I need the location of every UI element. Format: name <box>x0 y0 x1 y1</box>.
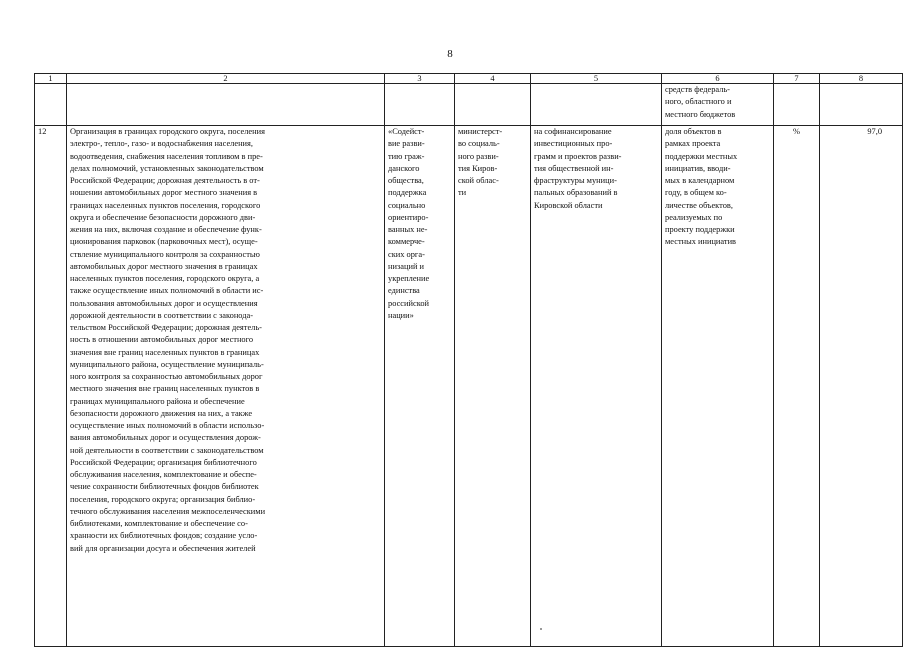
text-line: социально <box>388 200 426 210</box>
text-line: хранности их библиотечных фондов; создание усло- <box>70 531 258 541</box>
text-line: во социаль- <box>458 139 500 149</box>
text-line: ношении автомобильных дорог местного значения в <box>70 188 258 198</box>
text-line: также осуществление иных полномочий в области ис- <box>70 286 264 296</box>
text-line: мых в календарном <box>665 176 735 185</box>
text-line: общества, <box>388 176 424 185</box>
continuation-row <box>35 84 903 126</box>
header-row <box>35 74 903 84</box>
text-line: автомобильных дорог местного значения в границах <box>70 261 258 271</box>
text-line: ских орга- <box>388 249 425 259</box>
value-cell: 97,0 <box>820 126 903 647</box>
text-line: проекту поддержки <box>665 225 735 234</box>
text-line: вий для организации досуга и обеспечения жителей <box>70 543 256 553</box>
header-cell: 3 <box>385 74 455 84</box>
text-line: Организация в границах городского округа, поселения <box>70 127 265 136</box>
text-line: границах населенных пунктов поселения, городского <box>70 200 261 210</box>
text-line: министерст- <box>458 127 503 136</box>
text-line: нации» <box>388 310 414 320</box>
text-line: муниципального района, осуществление муниципаль- <box>70 359 264 369</box>
text-line: ного, областного и <box>665 97 732 107</box>
text-line: рамках проекта <box>665 139 721 149</box>
text-line: ного разви- <box>458 151 499 161</box>
text-line: «Содейст- <box>388 127 425 136</box>
text-line: реализуемых по <box>665 212 723 222</box>
indicator-continuation-cell <box>662 84 774 126</box>
text-line: вания автомобильных дорог и осуществления дорож- <box>70 433 261 443</box>
text-line: обслуживания населения, комплектование и обеспе- <box>70 470 257 479</box>
text-line: Российской Федерации; дорожная деятельность в от- <box>70 176 260 185</box>
text-line: российской <box>388 298 430 308</box>
text-line: тию граж- <box>388 151 425 161</box>
text-line: инициатив, вводи- <box>665 163 731 173</box>
text-line: делах полномочий, установленных законодательством <box>70 163 264 173</box>
text-line: доля объектов в <box>665 127 722 136</box>
empty-cell <box>455 84 531 126</box>
header-cell: 2 <box>67 74 385 84</box>
text-line: году, в общем ко- <box>665 188 727 198</box>
empty-cell <box>774 84 820 126</box>
program-indicators-table <box>34 73 903 647</box>
page-number: 8 <box>447 48 453 60</box>
header-cell: 4 <box>455 74 531 84</box>
text-line: течного обслуживания населения межпоселенческими <box>70 506 266 516</box>
text-line: низаций и <box>388 261 425 271</box>
table-row <box>35 126 903 647</box>
header-cell: 1 <box>35 74 67 84</box>
header-cell: 5 <box>531 74 662 84</box>
empty-cell <box>35 84 67 126</box>
text-line: на софинансирование <box>534 127 612 136</box>
text-line: ционирования парковок (парковочных мест), осуще- <box>70 237 258 247</box>
subsidy-purpose-cell <box>531 126 662 647</box>
text-line: поддержки местных <box>665 151 738 161</box>
text-line: населенных пунктов поселения, городского округа, а <box>70 274 260 283</box>
row-number-cell: 12 <box>35 126 67 647</box>
header-cell: 7 <box>774 74 820 84</box>
header-cell: 6 <box>662 74 774 84</box>
empty-cell <box>67 84 385 126</box>
text-line: осуществление иных полномочий в области использо- <box>70 421 265 430</box>
scan-speck <box>540 628 542 630</box>
text-line: инвестиционных про- <box>534 139 613 149</box>
text-line: грамм и проектов разви- <box>534 151 622 161</box>
text-line: фраструктуры муници- <box>534 176 617 185</box>
ministry-cell <box>455 126 531 647</box>
text-line: ствление муниципального контроля за сохранностью <box>70 249 260 259</box>
empty-cell <box>531 84 662 126</box>
text-line: округа и обеспечение безопасности дорожного дви- <box>70 212 256 222</box>
text-line: ориентиро- <box>388 212 429 222</box>
text-line: ной деятельности в соответствии с законодательством <box>70 445 264 455</box>
powers-description-cell <box>67 126 385 647</box>
text-line: безопасности дорожного движения на них, а также <box>70 408 253 418</box>
text-line: ного контроля за сохранностью автомобильных дорог <box>70 372 263 381</box>
text-line: вие разви- <box>388 139 425 149</box>
text-line: средств федераль- <box>665 85 730 94</box>
text-line: местного бюджетов <box>665 109 736 119</box>
text-line: библиотеками, комплектование и обеспечение со- <box>70 519 248 528</box>
text-line: пользования автомобильных дорог и осуществления <box>70 298 258 308</box>
empty-cell <box>820 84 903 126</box>
text-line: дорожной деятельности в соответствии с законода- <box>70 310 254 320</box>
text-line: личестве объектов, <box>665 200 733 210</box>
text-line: электро-, тепло-, газо- и водоснабжения населения, <box>70 139 253 149</box>
text-line: ти <box>458 188 467 198</box>
unit-cell: % <box>774 126 820 647</box>
text-line: тия Киров- <box>458 163 498 173</box>
text-line: коммерче- <box>388 237 425 247</box>
text-line: укрепление <box>388 274 430 283</box>
indicator-cell <box>662 126 774 647</box>
text-line: данского <box>388 163 420 173</box>
text-line: единства <box>388 286 420 296</box>
text-line: ность в отношении автомобильных дорог местного <box>70 335 254 345</box>
text-line: ванных не- <box>388 225 428 234</box>
program-name-cell <box>385 126 455 647</box>
text-line: местного значения вне границ населенных пунктов в <box>70 384 260 394</box>
text-line: границах муниципального района и обеспечение <box>70 396 245 406</box>
text-line: жения на них, включая создание и обеспечение функ- <box>70 225 262 234</box>
text-line: поддержка <box>388 188 427 198</box>
text-line: чение сохранности библиотечных фондов библиотек <box>70 482 259 492</box>
text-line: значения вне границ населенных пунктов в границах <box>70 347 260 357</box>
text-line: тия общественной ин- <box>534 163 614 173</box>
text-line: ской облас- <box>458 176 499 185</box>
empty-cell <box>385 84 455 126</box>
text-line: пальных образований в <box>534 188 618 198</box>
text-line: поселения, городского округа; организация библио- <box>70 494 256 504</box>
text-line: Российской Федерации; организация библиотечного <box>70 457 257 467</box>
text-line: тельством Российской Федерации; дорожная деятель- <box>70 323 262 332</box>
text-line: водоотведения, снабжения населения топливом в пре- <box>70 151 263 161</box>
text-line: местных инициатив <box>665 237 736 247</box>
text-line: Кировской области <box>534 200 603 210</box>
header-cell: 8 <box>820 74 903 84</box>
